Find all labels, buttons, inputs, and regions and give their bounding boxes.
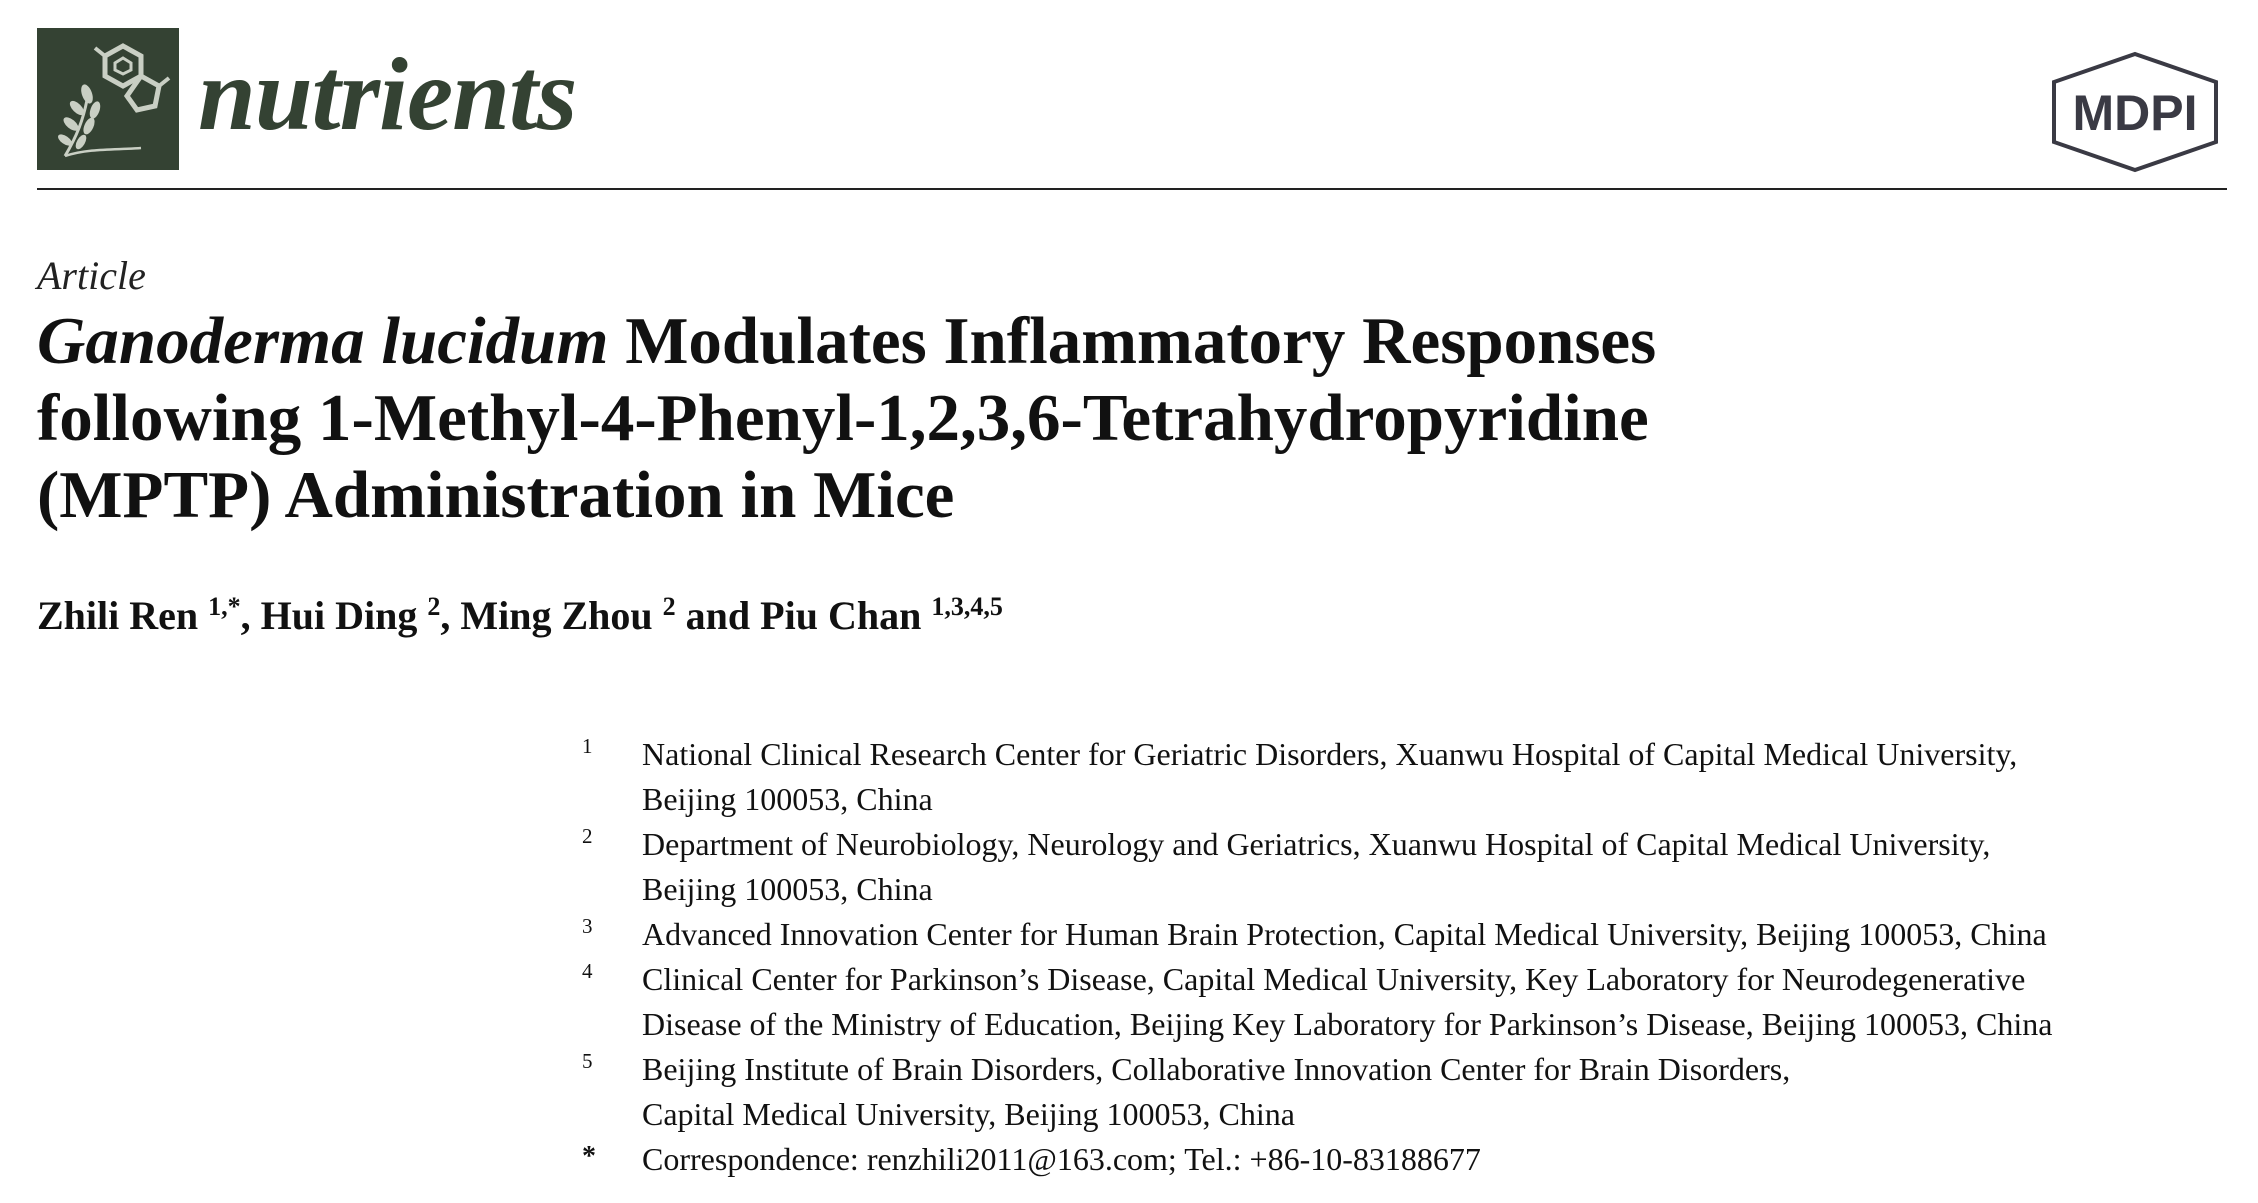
affiliation-number: 3	[582, 914, 593, 938]
affiliation-number: 5	[582, 1049, 593, 1073]
correspondence-marker: *	[582, 1141, 596, 1172]
affiliation-item	[580, 912, 2230, 957]
affiliation-item	[580, 822, 2230, 912]
title-line-1	[37, 303, 2187, 380]
author-name: Hui Ding	[260, 593, 418, 638]
title-line-3: (MPTP) Administration in Mice	[37, 458, 955, 532]
affiliation-line: Beijing 100053, China	[642, 871, 933, 907]
author-separator: and	[675, 593, 761, 638]
affiliation-line: Beijing Institute of Brain Disorders, Collaborative Innovation Center for Brain Disorders,	[642, 1051, 1791, 1087]
affiliation-line: Beijing 100053, China	[642, 781, 933, 817]
author-name: Zhili Ren	[37, 593, 199, 638]
affiliation-line: Department of Neurobiology, Neurology and Geriatrics, Xuanwu Hospital of Capital Medical University,	[642, 826, 1991, 862]
author-separator: ,	[240, 593, 261, 638]
title-species-name: Ganoderma lucidum	[37, 304, 609, 378]
affiliation-list	[580, 732, 2230, 1182]
affiliation-line: Capital Medical University, Beijing 100053, China	[642, 1096, 1295, 1132]
author-affiliation-marker: 1,3,4,5	[931, 592, 1003, 621]
title-line-1-rest: Modulates Inflammatory Responses	[608, 304, 1657, 378]
author-list	[37, 588, 1003, 644]
correspondence-item	[580, 1137, 2230, 1182]
nutrients-logo-icon	[37, 28, 179, 170]
publisher-name: MDPI	[2072, 85, 2198, 141]
affiliation-line: National Clinical Research Center for Geriatric Disorders, Xuanwu Hospital of Capital Medical University,	[642, 736, 2018, 772]
author-affiliation-marker: 2	[662, 592, 676, 621]
correspondence-text: Correspondence: renzhili2011@163.com; Tel.: +86-10-83188677	[642, 1141, 1481, 1177]
mdpi-logo-icon	[2040, 50, 2230, 174]
affiliation-line: Disease of the Ministry of Education, Beijing Key Laboratory for Parkinson’s Disease, Beijing 100053, China	[642, 1006, 2053, 1042]
article-type: Article	[37, 253, 146, 298]
affiliation-line: Advanced Innovation Center for Human Brain Protection, Capital Medical University, Beijing 100053, China	[642, 916, 2047, 952]
article-title	[37, 303, 2187, 534]
journal-name: nutrients	[198, 37, 577, 152]
author-separator: ,	[440, 593, 461, 638]
affiliation-item	[580, 1047, 2230, 1137]
author-affiliation-marker: 1,*	[208, 592, 241, 621]
author-affiliation-marker: 2	[427, 592, 441, 621]
affiliation-number: 4	[582, 959, 593, 983]
header-rule	[37, 188, 2227, 190]
affiliation-number: 1	[582, 734, 593, 758]
title-line-2: following 1-Methyl-4-Phenyl-1,2,3,6-Tetrahydropyridine	[37, 381, 1649, 455]
affiliation-item	[580, 957, 2230, 1047]
affiliation-line: Clinical Center for Parkinson’s Disease, Capital Medical University, Key Laboratory for Neurodegenerative	[642, 961, 2026, 997]
author-name: Piu Chan	[760, 593, 922, 638]
affiliation-item	[580, 732, 2230, 822]
affiliation-number: 2	[582, 824, 593, 848]
author-name: Ming Zhou	[460, 593, 653, 638]
